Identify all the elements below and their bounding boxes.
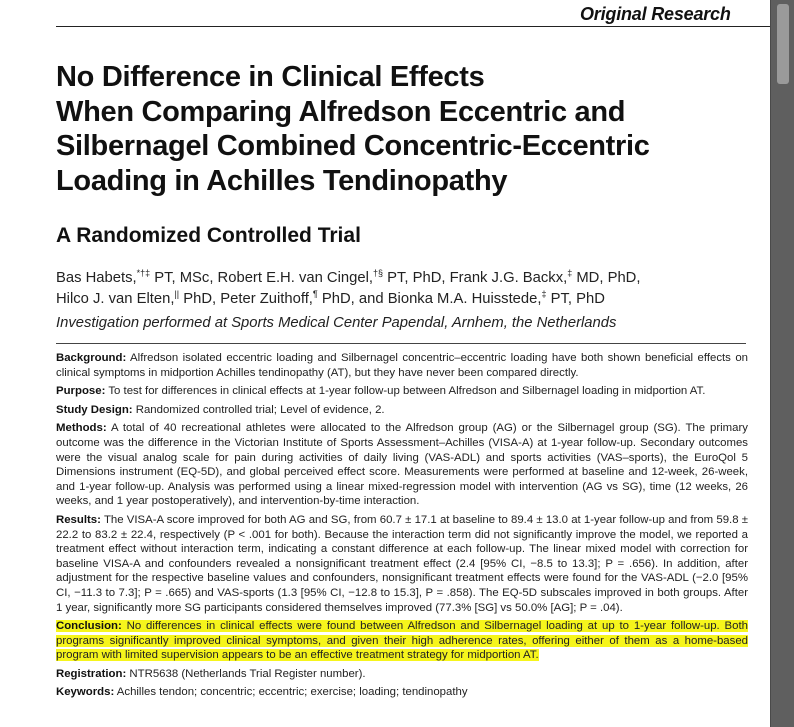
title-line: Silbernagel Combined Concentric-Eccentric (56, 130, 650, 162)
abstract-methods (56, 421, 748, 509)
abstract-label: Results: (56, 513, 101, 526)
abstract-rule (56, 343, 746, 344)
abstract-text: Randomized controlled trial; Level of evidence, 2. (132, 403, 385, 416)
abstract-text: No differences in clinical effects were found between Alfredson and Silbernagel loading at up to 1-year follow-up. Both programs significantly improved clinical symptoms, and given their high adherence rates, offering either of them as a home-based program with limited supervision appears to be an effective treatment strategy for midportion AT. (56, 620, 748, 662)
author-affiliation-mark: ‡ (541, 289, 547, 299)
author-line (56, 289, 766, 310)
author-name: Bas Habets, (56, 270, 137, 286)
author-affiliation-mark: ‡ (567, 268, 573, 278)
author-degree: PhD, (179, 291, 221, 307)
author-degree: PhD, and (317, 291, 388, 307)
abstract-label: Keywords: (56, 686, 115, 699)
author-name: Frank J.G. Backx, (449, 270, 568, 286)
abstract-label: Methods: (56, 422, 107, 435)
abstract-text: A total of 40 recreational athletes were allocated to the Alfredson group (AG) or the Silbernagel group (SG). The primary outcome was the difference in the Victorian Institute of Sports Assessment–Achilles (VISA-A) at 1-year follow-up. Secondary outcomes were the visual analog scale for pain during activities of daily living (VAS-ADL) and sports activities (VAS–sports), the EuroQol 5 Dimensions instrument (EQ-5D), and global perceived effect score. Measurements were performed at baseline and 12-week, 26-week, and 1-year follow-up. Analysis was performed using a linear mixed-regression model with intervention (AG vs SG), time (12 weeks, 26 weeks, and 1 year postoperatively), and intervention-by-time interaction. (56, 422, 748, 508)
author-name: Peter Zuithoff, (220, 291, 313, 307)
abstract-label: Conclusion: (56, 620, 122, 633)
highlighted-text (56, 620, 748, 661)
author-degree: PT, MSc, (150, 270, 218, 286)
author-affiliation-mark: *†‡ (136, 268, 151, 278)
author-affiliation-mark: †§ (373, 268, 384, 278)
header-rule (56, 26, 770, 27)
institution-line: Investigation performed at Sports Medical Center Papendal, Arnhem, the Netherlands (56, 315, 617, 331)
author-degree: MD, PhD, (572, 270, 641, 286)
title-line: Loading in Achilles Tendinopathy (56, 164, 508, 197)
abstract-label: Registration: (56, 667, 127, 680)
abstract-text: NTR5638 (Netherlands Trial Register number). (126, 667, 366, 680)
abstract-conclusion (56, 619, 748, 663)
author-line (56, 268, 766, 289)
author-degree: PT, PhD, (383, 270, 450, 286)
abstract-keywords (56, 685, 748, 700)
author-name: Hilco J. van Elten, (56, 291, 175, 307)
viewer-scrollbar[interactable] (770, 0, 794, 727)
abstract-text: Alfredson isolated eccentric loading and Silbernagel concentric–eccentric loading have both shown beneficial effects on clinical symptoms in midportion Achilles tendinopathy (AT), but they have never been compared directly. (56, 352, 748, 379)
abstract-results (56, 513, 748, 615)
title-line: No Difference in Clinical Effects (56, 61, 485, 93)
title-line: When Comparing Alfredson Eccentric and (56, 95, 626, 128)
scrollbar-thumb[interactable] (777, 4, 789, 84)
abstract-label: Background: (56, 352, 127, 364)
abstract-purpose (56, 384, 748, 399)
abstract-background (56, 351, 748, 380)
abstract (56, 351, 748, 704)
abstract-label: Purpose: (56, 385, 106, 398)
article-subtitle: A Randomized Controlled Trial (56, 224, 361, 247)
article-title (56, 60, 766, 198)
abstract-registration (56, 667, 748, 682)
author-list (56, 268, 766, 310)
abstract-text: To test for differences in clinical effects at 1-year follow-up between Alfredson and Silbernagel loading in midportion AT. (105, 385, 706, 398)
abstract-text: The VISA-A score improved for both AG and SG, from 60.7 ± 17.1 at baseline to 89.4 ± 13.0 at 1-year follow-up and from 59.8 ± 22.2 to 83.2 ± 22.4, respectively (P < .001 for both). Because the interaction term did not significantly improve the model, we reported a treatment effect without interaction term, indicating a constant difference at each follow-up. The linear mixed model with correction for baseline VISA-A and confounders revealed a nonsignificant treatment effect (2.4 [95% CI, −8.5 to 13.3]; P = .656). In addition, after adjustment for the respective baseline values and confounders, nonsignificant treatment effects were found for the VAS-ADL (−2.0 [95% CI, −11.3 to 7.3]; P = .665) and VAS-sports (1.3 [95% CI, −12.8 to 15.3], P = .858). The EQ-5D subscales improved in both groups. After 1 year, significantly more SG participants considered themselves improved (77.3% [SG] vs 50.0% [AG]; P = .04). (56, 513, 748, 614)
abstract-study-design (56, 403, 748, 418)
author-name: Bionka M.A. Huisstede, (387, 291, 542, 307)
author-affiliation-mark: ¶ (312, 289, 318, 299)
section-label: Original Research (580, 4, 731, 24)
author-name: Robert E.H. van Cingel, (217, 270, 373, 286)
author-affiliation-mark: || (174, 289, 180, 299)
abstract-label: Study Design: (56, 403, 133, 416)
abstract-text: Achilles tendon; concentric; eccentric; exercise; loading; tendinopathy (114, 686, 468, 699)
author-degree: PT, PhD (546, 291, 605, 307)
